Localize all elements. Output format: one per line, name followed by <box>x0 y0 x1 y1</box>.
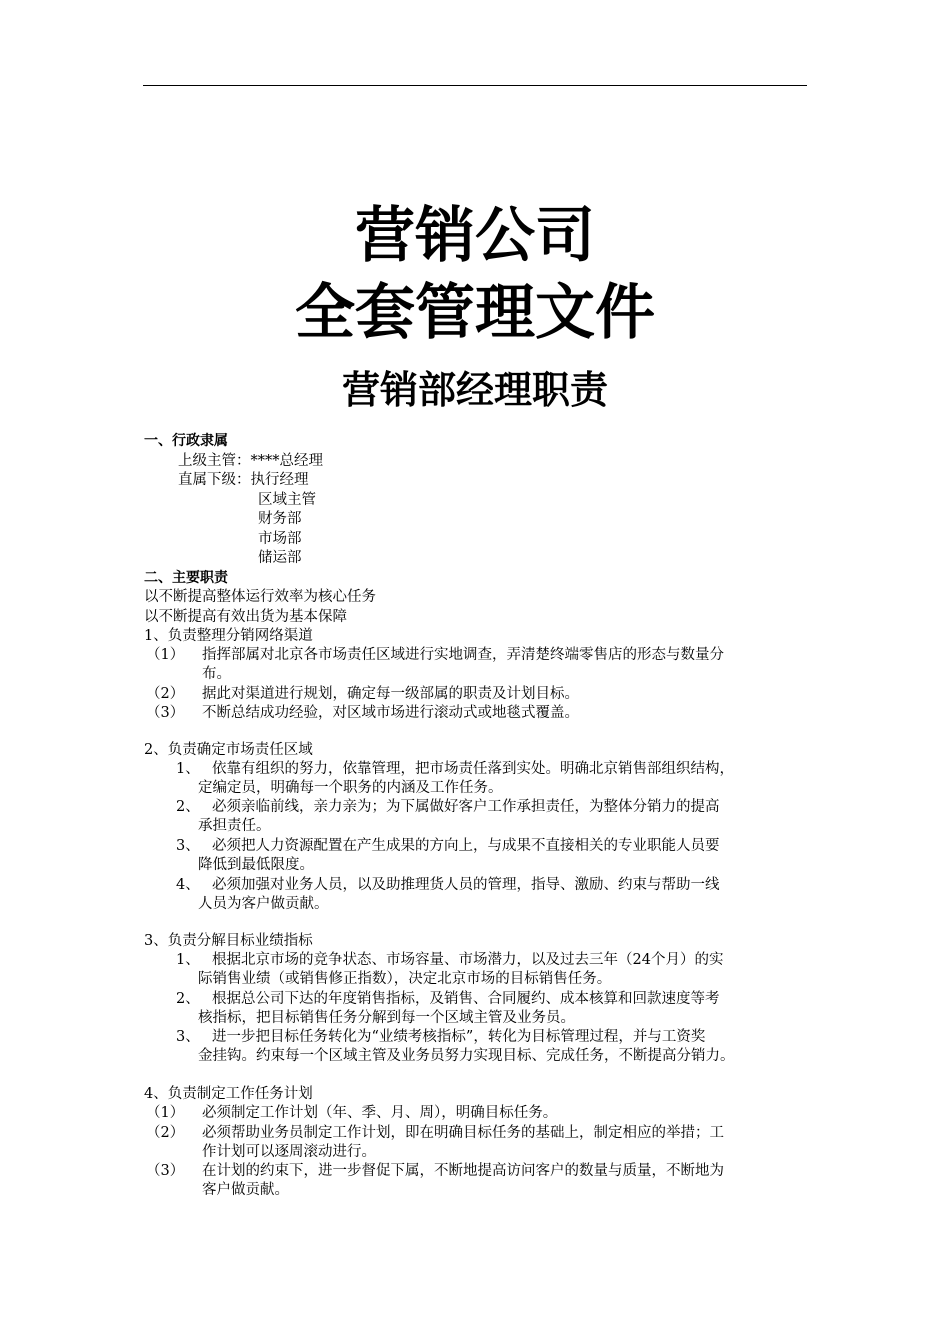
item-text: 进一步把目标任务转化为“业绩考核指标”，转化为目标管理过程，并与工资奖 <box>212 1029 706 1045</box>
item-number: （2） <box>146 1125 185 1141</box>
subordinate-item: 财务部 <box>258 511 302 527</box>
superior-line: 上级主管：****总经理 <box>178 453 323 469</box>
group-title-work-plan: 4、负责制定工作任务计划 <box>144 1086 313 1102</box>
item-text: 核指标，把目标销售任务分解到每一个区域主管及业务员。 <box>198 1010 575 1026</box>
item-number: （2） <box>146 686 185 702</box>
item-text: 布。 <box>202 666 231 682</box>
item-number: 4、 <box>176 877 200 893</box>
document-title-line-1: 营销公司 <box>355 201 595 271</box>
item-text: 作计划可以逐周滚动进行。 <box>202 1144 376 1160</box>
item-text: 在计划的约束下，进一步督促下属，不断地提高访问客户的数量与质量，不断地为 <box>202 1163 724 1179</box>
item-number: （3） <box>146 705 185 721</box>
subordinates-label: 直属下级：执行经理 <box>178 472 309 488</box>
item-text: 不断总结成功经验，对区域市场进行滚动式或地毯式覆盖。 <box>202 705 579 721</box>
basic-guarantee-line: 以不断提高有效出货为基本保障 <box>144 609 347 625</box>
item-number: （3） <box>146 1163 185 1179</box>
item-text: 承担责任。 <box>198 818 271 834</box>
heading-administrative: 一、行政隶属 <box>144 433 228 449</box>
group-title-target-breakdown: 3、负责分解目标业绩指标 <box>144 933 313 949</box>
item-number: 2、 <box>176 991 200 1007</box>
item-number: （1） <box>146 1105 185 1121</box>
item-text: 必须帮助业务员制定工作计划，即在明确目标任务的基础上，制定相应的举措；工 <box>202 1125 724 1141</box>
item-text: 据此对渠道进行规划，确定每一级部属的职责及计划目标。 <box>202 686 579 702</box>
item-number: 1、 <box>176 761 200 777</box>
subordinate-item: 区域主管 <box>258 492 316 508</box>
item-text: 人员为客户做贡献。 <box>198 896 329 912</box>
subordinate-item: 储运部 <box>258 550 302 566</box>
item-number: 1、 <box>176 952 200 968</box>
item-text: 金挂钩。约束每一个区域主管及业务员努力实现目标、完成任务，不断提高分销力。 <box>198 1048 735 1064</box>
subordinate-item: 市场部 <box>258 531 302 547</box>
item-text: 必须亲临前线，亲力亲为；为下属做好客户工作承担责任，为整体分销力的提高 <box>212 799 720 815</box>
item-text: 指挥部属对北京各市场责任区域进行实地调查，弄清楚终端零售店的形态与数量分 <box>202 647 724 663</box>
item-text: 必须把人力资源配置在产生成果的方向上，与成果不直接相关的专业职能人员要 <box>212 838 720 854</box>
section-subtitle: 营销部经理职责 <box>341 368 608 412</box>
item-number: 2、 <box>176 799 200 815</box>
heading-main-duties: 二、主要职责 <box>144 570 228 586</box>
item-text: 根据总公司下达的年度销售指标，及销售、合同履约、成本核算和回款速度等考 <box>212 991 720 1007</box>
item-text: 根据北京市场的竞争状态、市场容量、市场潜力，以及过去三年（24个月）的实 <box>212 952 724 968</box>
item-text: 定编定员，明确每一个职务的内涵及工作任务。 <box>198 780 503 796</box>
item-text: 际销售业绩（或销售修正指数），决定北京市场的目标销售任务。 <box>198 971 612 987</box>
group-title-responsibility-areas: 2、负责确定市场责任区域 <box>144 742 313 758</box>
item-number: 3、 <box>176 1029 200 1045</box>
document-title-line-2: 全套管理文件 <box>295 278 655 348</box>
item-number: （1） <box>146 647 185 663</box>
item-number: 3、 <box>176 838 200 854</box>
header-rule <box>143 85 807 86</box>
item-text: 客户做贡献。 <box>202 1182 289 1198</box>
item-text: 必须制定工作计划（年、季、月、周），明确目标任务。 <box>202 1105 558 1121</box>
item-text: 依靠有组织的努力，依靠管理，把市场责任落到实处。明确北京销售部组织结构， <box>212 761 734 777</box>
item-text: 降低到最低限度。 <box>198 857 314 873</box>
item-text: 必须加强对业务人员，以及助推理货人员的管理，指导、激励、约束与帮助一线 <box>212 877 720 893</box>
group-title-channels: 1、负责整理分销网络渠道 <box>144 628 313 644</box>
core-task-line: 以不断提高整体运行效率为核心任务 <box>144 589 376 605</box>
